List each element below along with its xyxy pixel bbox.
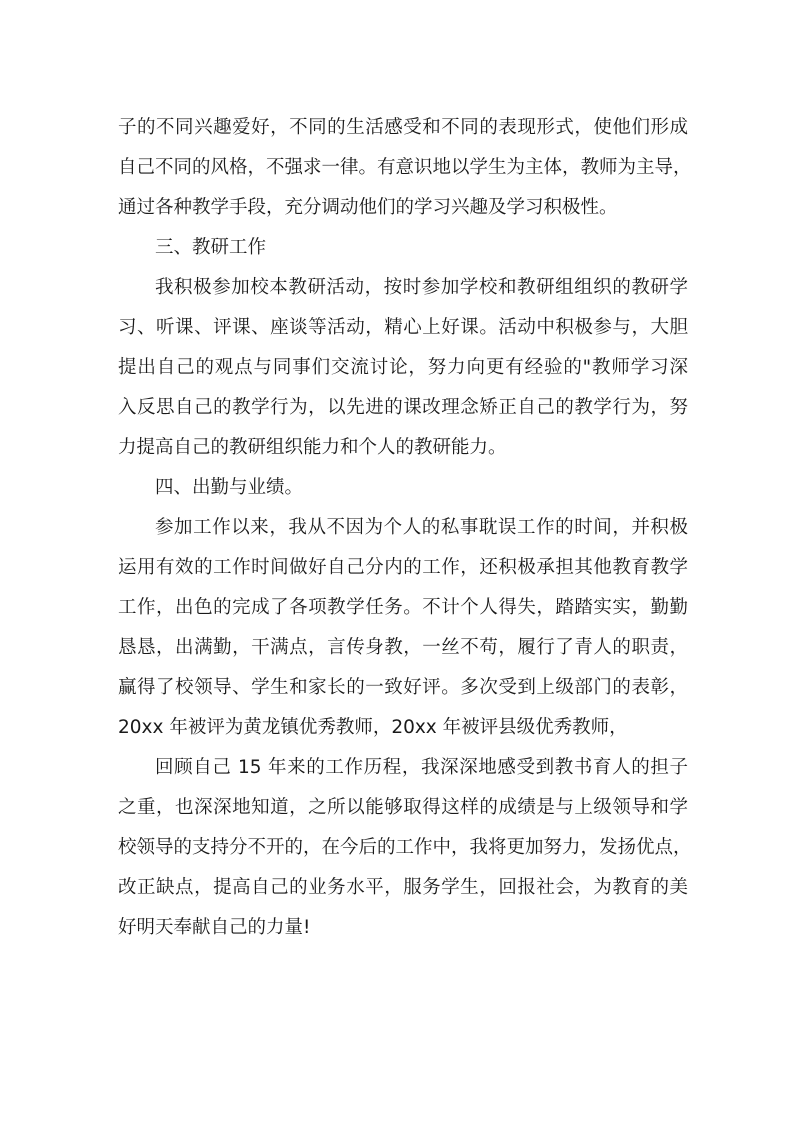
text-line: 运用有效的工作时间做好自己分内的工作，还积极承担其他教育教学 xyxy=(118,557,688,578)
section-heading-research xyxy=(118,228,688,268)
text-line: 20xx 年被评为黄龙镇优秀教师，20xx 年被评县级优秀教师， xyxy=(118,717,628,738)
text-line: 入反思自己的教学行为，以先进的课改理念矫正自己的教学行为，努 xyxy=(118,397,688,418)
text-line: 提出自己的观点与同事们交流讨论，努力向更有经验的"教师学习深 xyxy=(118,357,688,378)
text-line: 子的不同兴趣爱好，不同的生活感受和不同的表现形式，使他们形成 xyxy=(118,117,688,138)
text-line: 校领导的支持分不开的，在今后的工作中，我将更加努力，发扬优点， xyxy=(118,837,692,858)
text-line: 自己不同的风格，不强求一律。有意识地以学生为主体，教师为主导， xyxy=(118,157,692,178)
paragraph-attendance xyxy=(118,508,688,748)
text-line: 工作，出色的完成了各项教学任务。不计个人得失，踏踏实实，勤勤 xyxy=(118,597,688,618)
document-page xyxy=(118,108,692,948)
text-line: 赢得了校领导、学生和家长的一致好评。多次受到上级部门的表彰， xyxy=(118,677,688,698)
paragraph-continued xyxy=(118,108,692,228)
text-line: 回顾自己 15 年来的工作历程，我深深地感受到教书育人的担子 xyxy=(155,757,688,778)
paragraph-research xyxy=(118,268,688,468)
text-line: 好明天奉献自己的力量! xyxy=(118,917,311,938)
paragraph-conclusion xyxy=(118,748,692,948)
text-line: 习、听课、评课、座谈等活动，精心上好课。活动中积极参与，大胆 xyxy=(118,317,688,338)
heading-text: 三、教研工作 xyxy=(155,237,267,258)
text-line: 参加工作以来，我从不因为个人的私事耽误工作的时间，并积极 xyxy=(155,517,688,538)
text-line: 力提高自己的教研组织能力和个人的教研能力。 xyxy=(118,437,507,458)
text-line: 我积极参加校本教研活动，按时参加学校和教研组组织的教研学 xyxy=(155,277,688,298)
text-line: 恳恳，出满勤，干满点，言传身教，一丝不苟，履行了青人的职责， xyxy=(118,637,688,658)
heading-text: 四、出勤与业绩。 xyxy=(155,477,304,498)
section-heading-attendance xyxy=(118,468,688,508)
text-line: 通过各种教学手段，充分调动他们的学习兴趣及学习积极性。 xyxy=(118,197,618,218)
text-line: 之重，也深深地知道，之所以能够取得这样的成绩是与上级领导和学 xyxy=(118,797,688,818)
text-line: 改正缺点，提高自己的业务水平，服务学生，回报社会，为教育的美 xyxy=(118,877,688,898)
